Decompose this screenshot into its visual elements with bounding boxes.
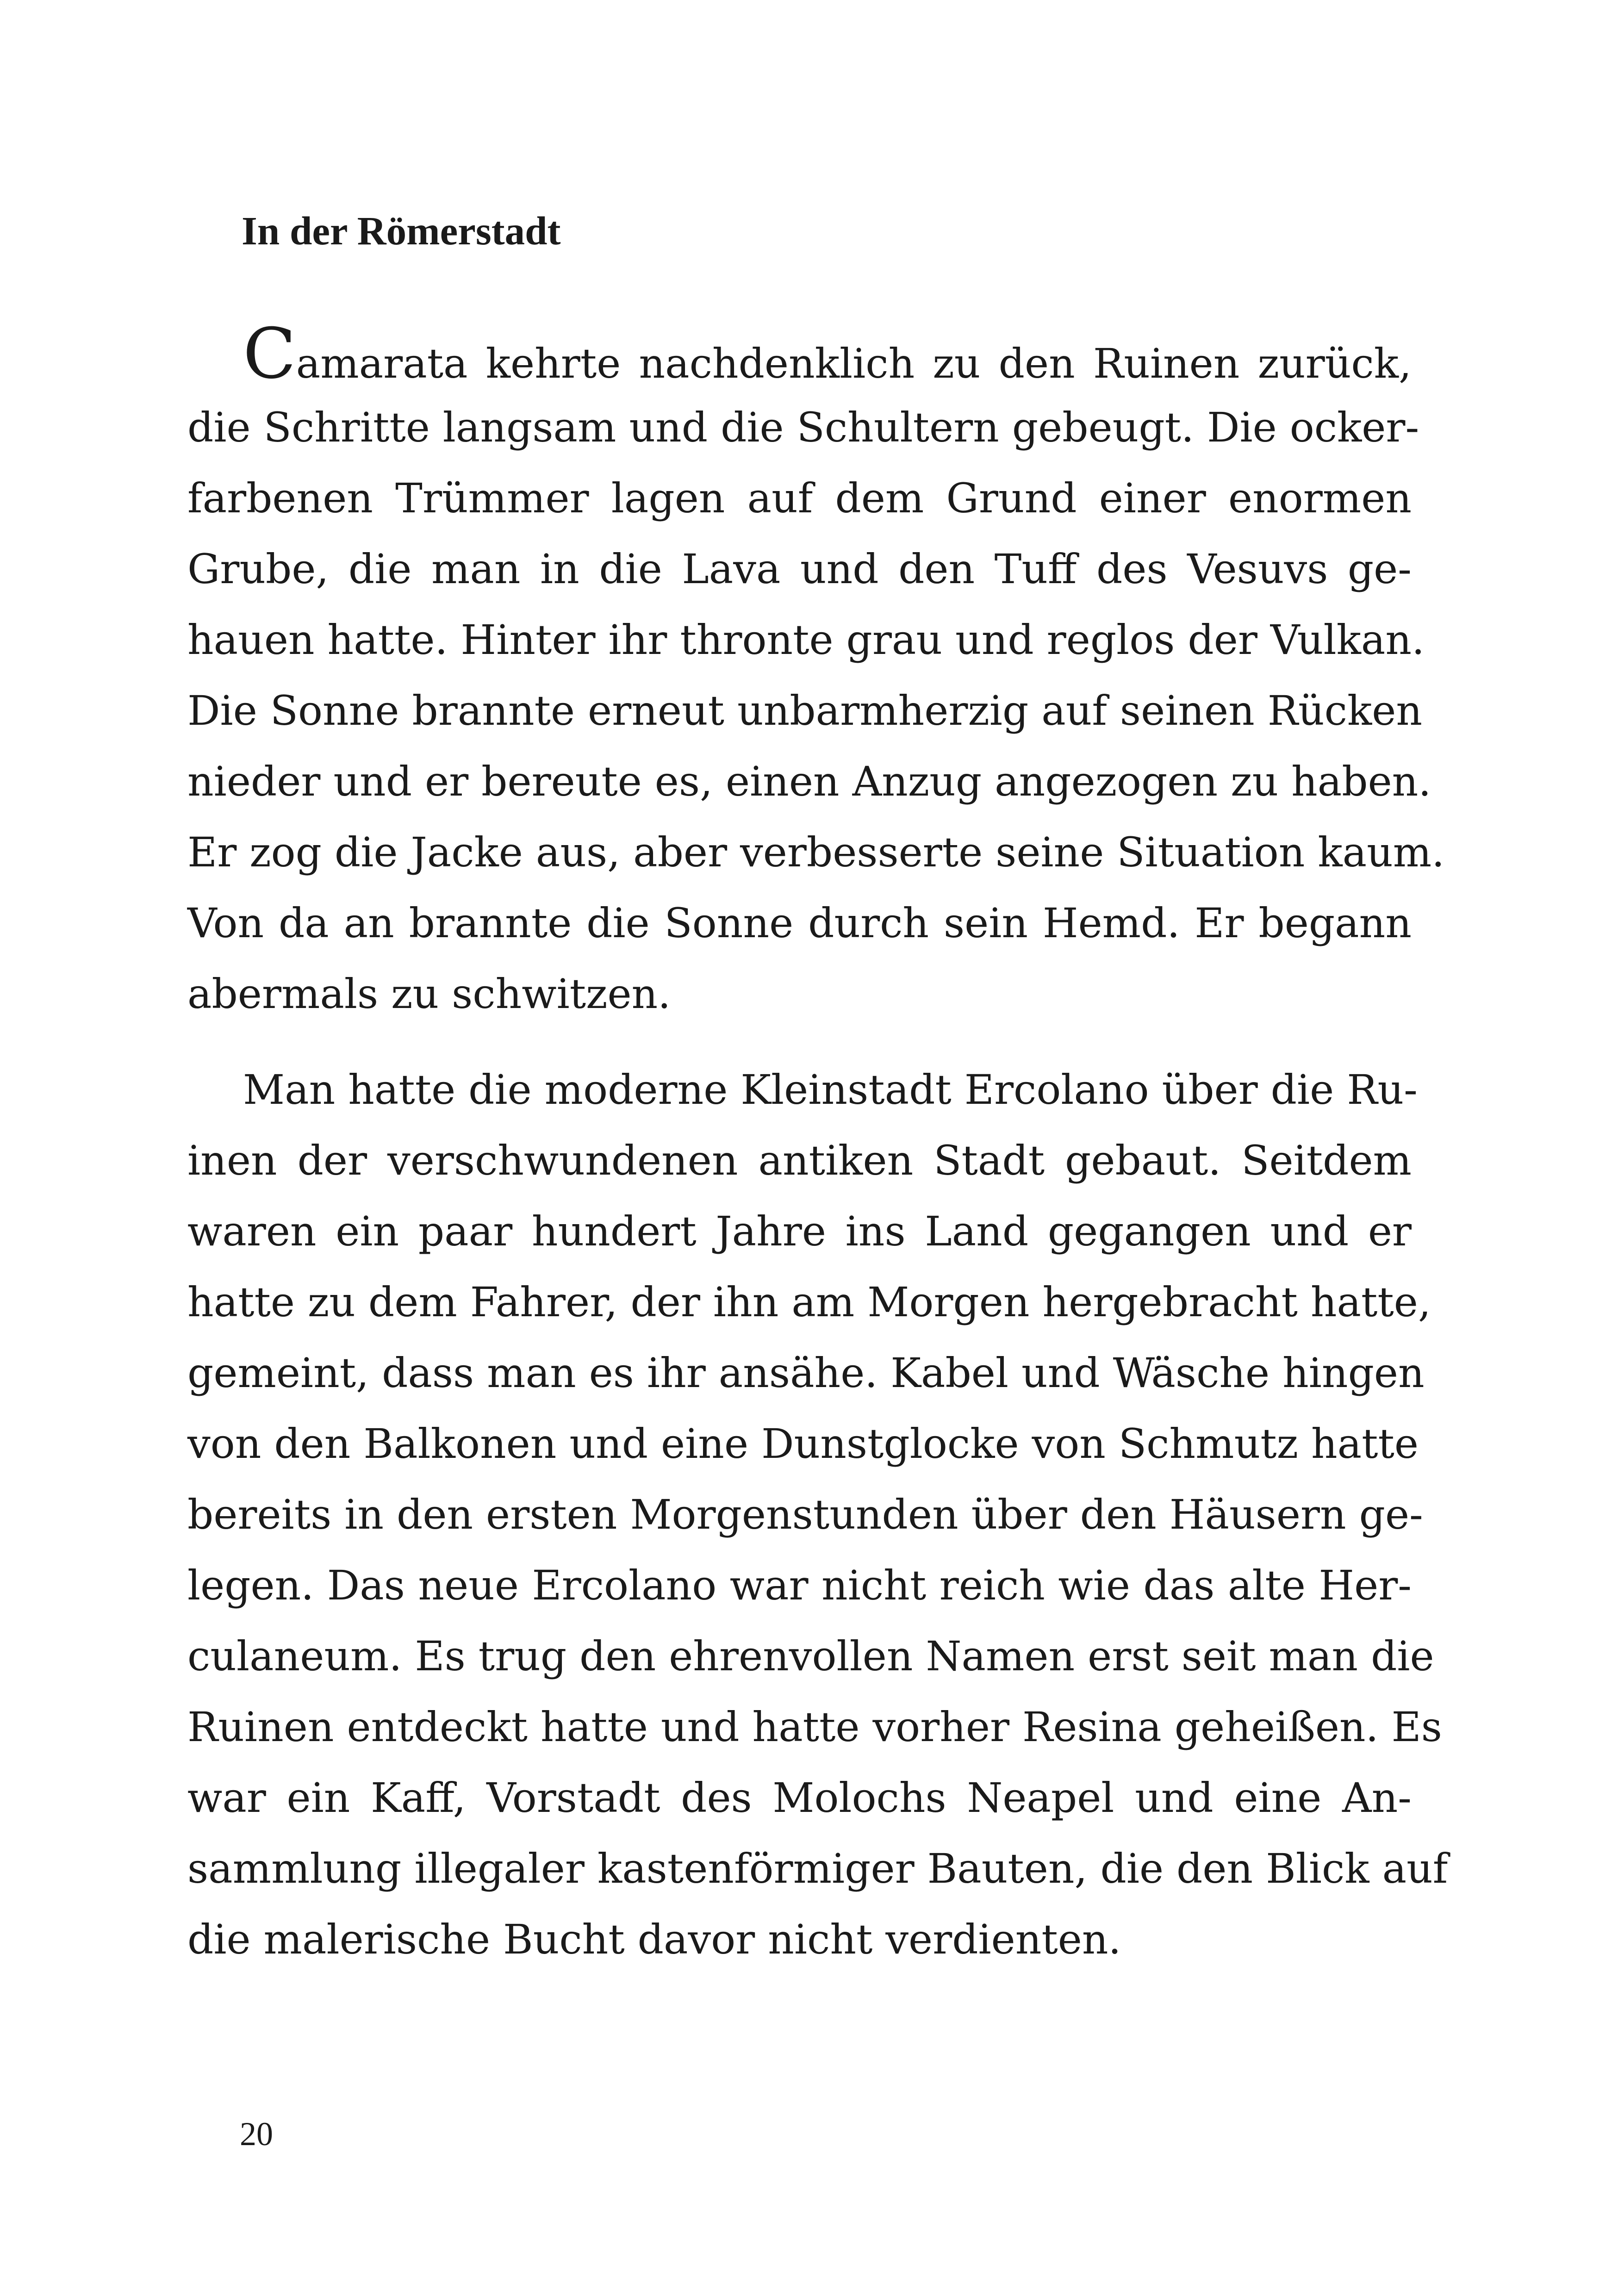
text-line: die Schritte langsam und die Schultern gebeugt. Die ocker-	[187, 404, 1419, 451]
text-line: gemeint, dass man es ihr ansähe. Kabel und Wäsche hingen	[187, 1349, 1425, 1397]
text-line: Ruinen entdeckt hatte und hatte vorher Resina geheißen. Es	[187, 1703, 1442, 1751]
chapter-title: In der Römerstadt	[242, 208, 561, 253]
text-line: hauen hatte. Hinter ihr thronte grau und reglos der Vulkan.	[187, 616, 1425, 664]
drop-cap: C	[243, 314, 296, 394]
text-line: inen der verschwundenen antiken Stadt gebaut. Seitdem	[187, 1137, 1412, 1184]
text-line: Man hatte die moderne Kleinstadt Ercolano über die Ru-	[243, 1066, 1418, 1114]
text-line: amarata kehrte nachdenklich zu den Ruinen zurück,	[296, 340, 1412, 387]
text-line: farbenen Trümmer lagen auf dem Grund einer enormen	[187, 474, 1412, 522]
text-line: Er zog die Jacke aus, aber verbesserte seine Situation kaum.	[187, 828, 1445, 876]
text-line: Die Sonne brannte erneut unbarmherzig auf seinen Rücken	[187, 687, 1423, 734]
text-line: waren ein paar hundert Jahre ins Land gegangen und er	[187, 1207, 1412, 1255]
page-number: 20	[240, 2116, 273, 2153]
text-line: die malerische Bucht davor nicht verdienten.	[187, 1916, 1121, 1963]
paragraph-1-line-1	[243, 314, 1412, 394]
text-line: Von da an brannte die Sonne durch sein Hemd. Er begann	[187, 899, 1412, 947]
text-line: nieder und er bereute es, einen Anzug angezogen zu haben.	[187, 758, 1431, 805]
text-line: war ein Kaff, Vorstadt des Molochs Neapel und eine An-	[187, 1774, 1412, 1822]
text-line: abermals zu schwitzen.	[187, 970, 671, 1018]
text-line: von den Balkonen und eine Dunstglocke von Schmutz hatte	[187, 1420, 1419, 1468]
text-line: legen. Das neue Ercolano war nicht reich wie das alte Her-	[187, 1562, 1412, 1609]
text-line: Grube, die man in die Lava und den Tuff des Vesuvs ge-	[187, 545, 1412, 593]
text-line: hatte zu dem Fahrer, der ihn am Morgen hergebracht hatte,	[187, 1278, 1431, 1326]
text-line: culaneum. Es trug den ehrenvollen Namen erst seit man die	[187, 1632, 1434, 1680]
text-line: bereits in den ersten Morgenstunden über den Häusern ge-	[187, 1491, 1423, 1538]
text-line: sammlung illegaler kastenförmiger Bauten, die den Blick auf	[187, 1845, 1448, 1892]
